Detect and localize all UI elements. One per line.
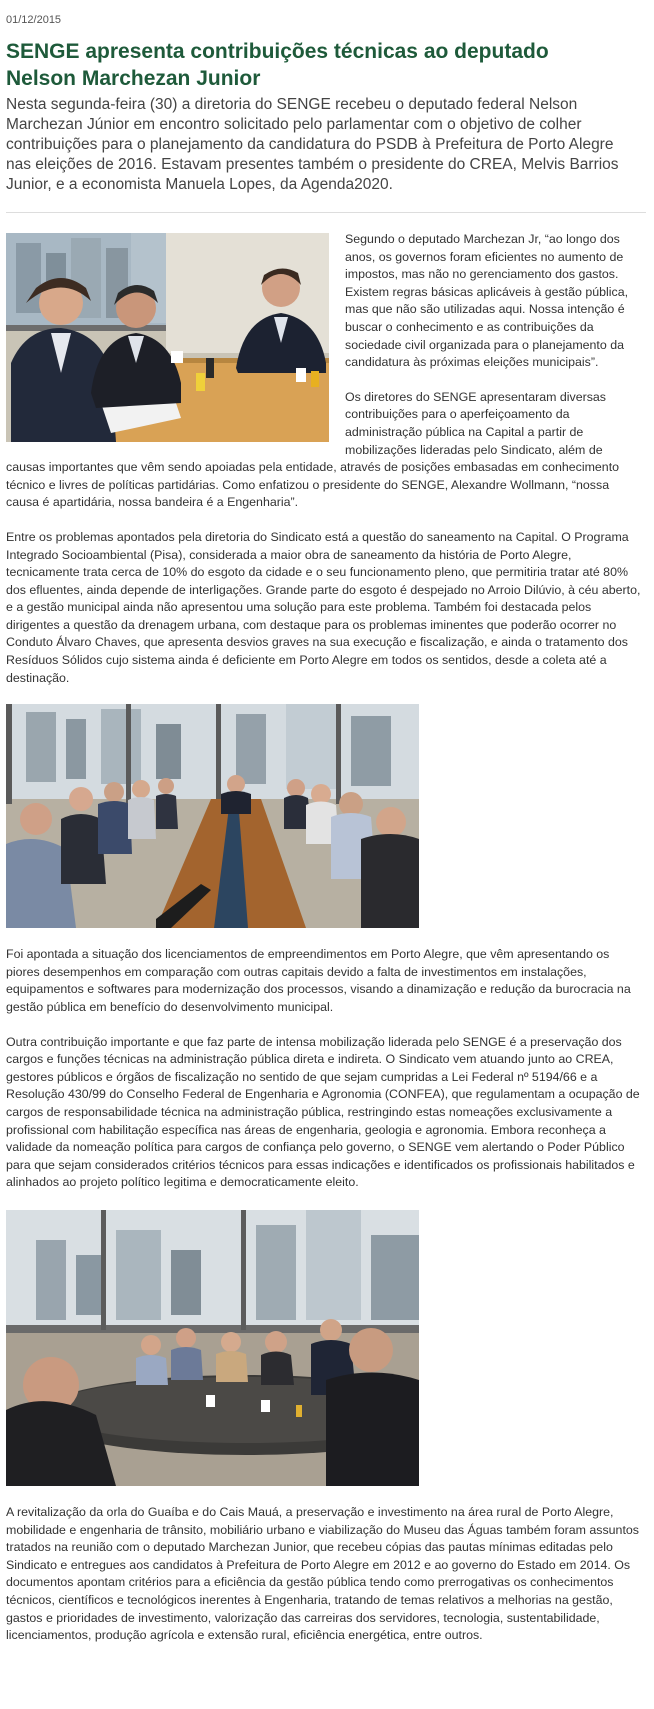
- article-title: SENGE apresenta contribuições técnicas ao deputado Nelson Marchezan Junior: [6, 40, 549, 90]
- article-lead: Nesta segunda-feira (30) a diretoria do SENGE recebeu o deputado federal Nelson Marchezan Júnior em encontro solicitado pelo parlamentar com o objetivo de colher contribuições para o planejamento da candidatura do PSDB à Prefeitura de Porto Alegre nas eleições de 2016. Estavam presentes também o presidente do CREA, Melvis Barrios Junior, e a economista Manuela Lopes, da Agenda2020.: [6, 96, 619, 193]
- paragraph-4: Foi apontada a situação dos licenciamentos de empreendimentos em Porto Alegre, que vêm apresentando os piores desempenhos em comparação com outras capitais devido a falta de investimentos em instalações, equipamentos e softwares para modernização dos processos, visando a dinamização e redução da burocracia na gestão pública em benefício do desenvolvimento municipal.: [6, 947, 631, 1015]
- article-date: 01/12/2015: [6, 14, 62, 26]
- meeting-photo-3: [6, 1210, 419, 1486]
- meeting-photo-1: [6, 233, 329, 442]
- paragraph-6: A revitalização da orla do Guaíba e do Cais Mauá, a preservação e investimento na área rural de Porto Alegre, mobilidade e engenharia de trânsito, mobiliário urbano e viabilização do Museu das Águas também foram assuntos tratados na reunião com o deputado Marchezan Junior, que recebeu cópias das pautas mínimas editadas pelo Sindicato e entregues aos candidatos à Prefeitura de Porto Alegre em 2012 e ao governo do Estado em 2014. Os documentos apontam critérios para a eficiência da gestão pública tendo como prerrogativas os conhecimentos técnicos, científicos e tecnológicos inerentes à Engenharia, tratando de temas relativos a melhorias na gestão, gastos e prioridades de investimento, valorização das carreiras dos servidores, tecnologia, sustentabilidade, licenciamentos, produção agrícola e extensão rural, eficiência energética, entre outros.: [6, 1504, 639, 1643]
- paragraph-5: Outra contribuição importante e que faz parte de intensa mobilização liderada pelo SENGE é a preservação dos cargos e funções técnicas na administração pública direta e indireta. O Sindicato vem atuando junto ao CREA, gestores públicos e órgãos de fiscalização no sentido de que sejam cumpridas a Lei Federal nº 5194/66 e a Resolução 430/99 do Conselho Federal de Engenharia e Agronomia (CONFEA), que regulamentam a ocupação de cargos de responsabilidade técnica na administração pública, restringindo estas nomeações exclusivamente a profissional com habilitação específica nas áreas de engenharia, geologia e agronomia. Embora reconheça a validade da nomeação política para cargos de confiança pelo governo, o SENGE vem alertando o Poder Público para que sejam considerados critérios técnicos para essas indicações e identificados os profissionais habilitados e alinhados ao projeto político legitima e democraticamente eleito.: [6, 1034, 640, 1190]
- paragraph-3: Entre os problemas apontados pela diretoria do Sindicato está a questão do saneamento na Capital. O Programa Integrado Socioambiental (Pisa), considerada a maior obra de saneamento da história de Porto Alegre, tecnicamente trata cerca de 10% do esgoto da cidade e o seu funcionamento pleno, que permitiria tratar até 80% dos efluentes, ainda depende de interligações. Grande parte do esgoto é despejado no Arroio Dilúvio, à céu aberto, e a gestão municipal ainda não apresentou uma solução para este problema. Também foi destacada pelos dirigentes a questão da drenagem urbana, com destaque para os problemas iminentes que poderão ocorrer no Conduto Álvaro Chaves, que apresenta desvios graves na sua execução e fiscalização, e ainda o tratamento dos Resíduos Sólidos cujo sistema ainda é deficiente em Porto Alegre em todos os sentidos, desde a coleta até a destinação.: [6, 529, 641, 685]
- divider: [6, 212, 646, 213]
- article-body: [6, 231, 642, 512]
- paragraph-1: Segundo o deputado Marchezan Jr, “ao longo dos anos, os governos foram eficientes no aumento de impostos, mas não no gerenciamento dos gastos. Existem regras básicas aplicáveis à gestão pública, mas que não são utilizadas aqui. Nossa intenção é buscar o conhecimento e as contribuições da sociedade civil organizada para o planejamento da candidatura às próximas eleições municipais”.: [345, 232, 629, 370]
- paragraph-2: Os diretores do SENGE apresentaram diversas contribuições para o aperfeiçoamento da administração pública na Capital a partir de mobilizações lideradas pelo Sindicato, além de causas importantes que vêm sendo apoiadas pela entidade, através de posições embasadas em conhecimento técnico e livres de políticas partidárias. Como enfatizou o presidente do SENGE, Alexandre Wollmann, “nossa causa é apartidária, nossa bandeira é a Engenharia”.: [6, 389, 620, 510]
- meeting-photo-2: [6, 704, 419, 928]
